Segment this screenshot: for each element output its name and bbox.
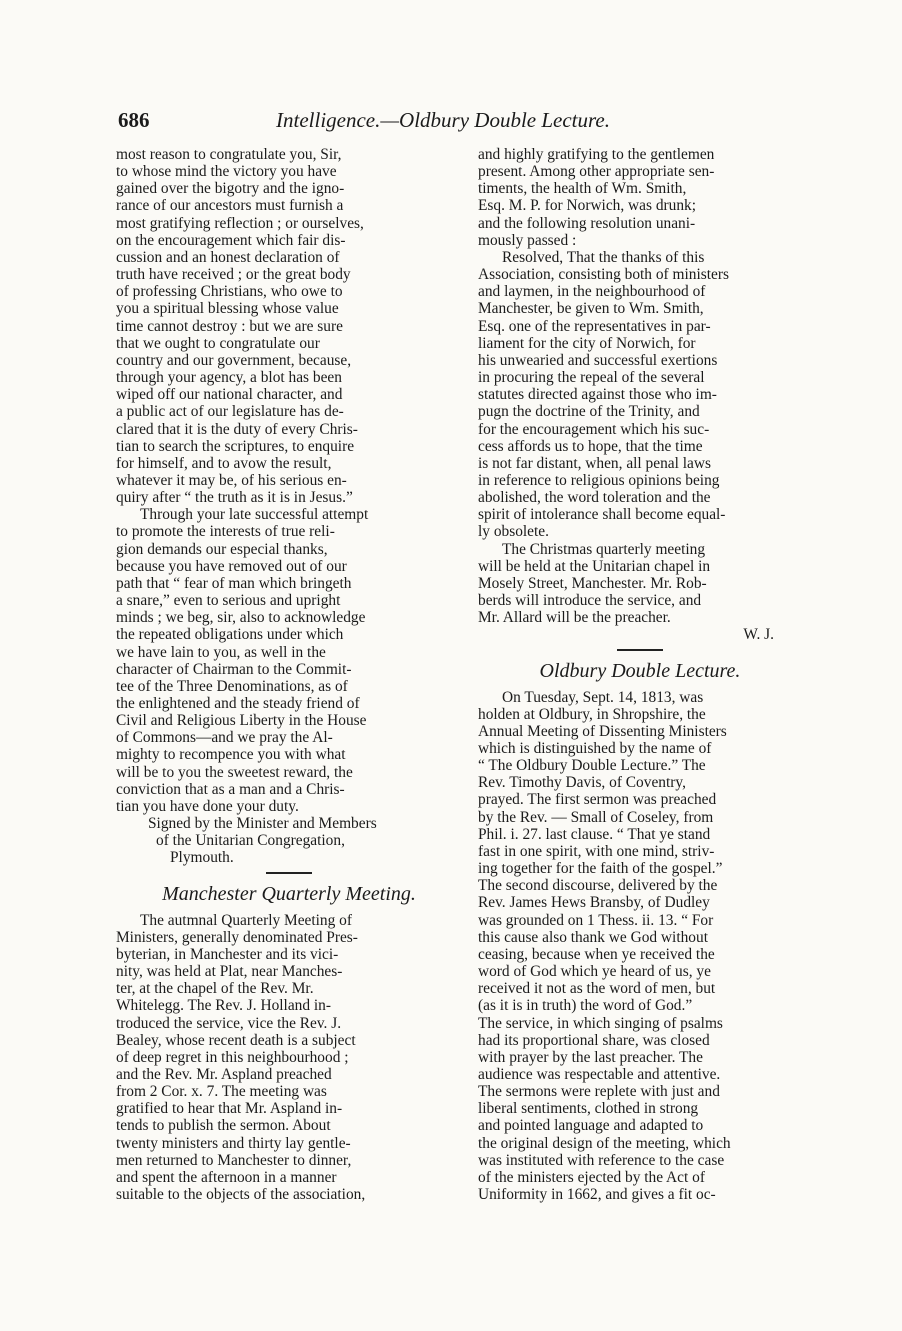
text-line: and pointed language and adapted to	[478, 1117, 704, 1135]
text-line: of deep regret in this neighbourhood ;	[116, 1048, 349, 1066]
text-line: and the following resolution unani-	[478, 214, 696, 232]
text-line: because you have removed out of our	[116, 557, 347, 575]
text-line: cess affords us to hope, that the time	[478, 437, 703, 455]
section-divider	[266, 872, 312, 874]
text-line: tian to search the scriptures, to enquire	[116, 437, 355, 455]
text-line: most gratifying reflection ; or ourselves,	[116, 214, 364, 232]
text-line: from 2 Cor. x. 7. The meeting was	[116, 1083, 327, 1101]
text-line: through your agency, a blot has been	[116, 369, 342, 387]
text-line: conviction that as a man and a Chris-	[116, 780, 345, 798]
text-line: country and our government, because,	[116, 351, 352, 369]
text-line: Ministers, generally denominated Pres-	[116, 928, 358, 946]
text-line: the repeated obligations under which	[116, 626, 344, 644]
text-line: in procuring the repeal of the several	[478, 369, 705, 387]
text-line: had its proportional share, was closed	[478, 1031, 710, 1049]
text-line: which is distinguished by the name of	[478, 740, 712, 757]
text-line: will be held at the Unitarian chapel in	[478, 557, 711, 575]
text-line: gion demands our especial thanks,	[116, 540, 328, 558]
text-line: was grounded on 1 Thess. ii. 13. “ For	[478, 911, 714, 929]
text-line: fast in one spirit, with one mind, striv-	[478, 842, 715, 860]
text-line: gained over the bigotry and the igno-	[116, 180, 345, 198]
text-line: quiry after “ the truth as it is in Jesus.”	[116, 489, 353, 507]
text-line: on the encouragement which fair dis-	[116, 231, 346, 249]
signature-line: Plymouth.	[170, 849, 234, 867]
text-line: Esq. M. P. for Norwich, was drunk;	[478, 197, 697, 215]
left-para-3	[116, 912, 462, 1204]
page-header	[118, 108, 768, 138]
text-line: truth have received ; or the great body	[116, 266, 351, 284]
signature-line: Signed by the Minister and Members	[148, 815, 377, 833]
right-para-1	[478, 146, 802, 249]
text-line: audience was respectable and attentive.	[478, 1065, 721, 1083]
text-line: ceasing, because when ye received the	[478, 945, 715, 963]
text-line: byterian, in Manchester and its vici-	[116, 945, 339, 963]
right-para-4	[478, 689, 802, 1204]
text-line: liament for the city of Norwich, for	[478, 334, 696, 352]
text-line: a snare,” even to serious and upright	[116, 592, 341, 610]
text-line: Phil. i. 27. last clause. “ That ye stand	[478, 825, 711, 843]
text-line: timents, the health of Wm. Smith,	[478, 180, 687, 198]
text-line: wiped off our national character, and	[116, 386, 343, 404]
text-line: The autmnal Quarterly Meeting of	[140, 911, 352, 929]
text-line: will be to you the sweetest reward, the	[116, 763, 353, 781]
text-line: character of Chairman to the Commit-	[116, 660, 352, 678]
left-para-2	[116, 506, 462, 815]
text-line: Whitelegg. The Rev. J. Holland in-	[116, 997, 331, 1015]
text-line: berds will introduce the service, and	[478, 592, 702, 610]
section-title-oldbury: Oldbury Double Lecture.	[539, 659, 741, 682]
text-line: ing together for the faith of the gospel.”	[478, 860, 723, 878]
text-line: the enlightened and the steady friend of	[116, 695, 360, 712]
text-line: rance of our ancestors must furnish a	[116, 197, 344, 215]
text-line: mighty to recompence you with what	[116, 746, 346, 764]
text-line: tends to publish the sermon. About	[116, 1117, 331, 1135]
text-line: by the Rev. — Small of Coseley, from	[478, 808, 714, 826]
text-line: Resolved, That the thanks of this	[502, 248, 705, 266]
text-line: Mosely Street, Manchester. Mr. Rob-	[478, 574, 707, 592]
text-line: we have lain to you, as well in the	[116, 643, 326, 661]
text-line: his unwearied and successful exertions	[478, 351, 718, 369]
text-line: this cause also thank we God without	[478, 928, 708, 946]
text-line: The service, in which singing of psalms	[478, 1014, 723, 1032]
left-column	[116, 146, 462, 1203]
text-line: minds ; we beg, sir, also to acknowledge	[116, 609, 366, 627]
text-line: holden at Oldbury, in Shropshire, the	[478, 705, 706, 723]
text-line: Manchester, be given to Wm. Smith,	[478, 300, 704, 318]
text-line: Bealey, whose recent death is a subject	[116, 1031, 356, 1049]
text-line: most reason to congratulate you, Sir,	[116, 146, 342, 163]
text-line: spirit of intolerance shall become equal-	[478, 506, 726, 524]
text-line: Rev. Timothy Davis, of Coventry,	[478, 774, 686, 792]
text-line: path that “ fear of man which bringeth	[116, 574, 352, 592]
text-line: to whose mind the victory you have	[116, 163, 337, 181]
text-line: of the ministers ejected by the Act of	[478, 1168, 705, 1186]
text-line: The Christmas quarterly meeting	[502, 540, 706, 558]
right-para-2	[478, 249, 802, 541]
left-para-1	[116, 146, 462, 506]
signature-block	[116, 815, 462, 866]
text-line: present. Among other appropriate sen-	[478, 163, 715, 181]
text-line: and highly gratifying to the gentlemen	[478, 146, 715, 163]
text-line: a public act of our legislature has de-	[116, 403, 344, 421]
right-column	[478, 146, 802, 1203]
text-line: Through your late successful attempt	[140, 506, 369, 524]
text-line: pugn the doctrine of the Trinity, and	[478, 403, 700, 421]
text-line: tee of the Three Denominations, as of	[116, 677, 348, 695]
text-line: troduced the service, vice the Rev. J.	[116, 1014, 342, 1032]
text-line: The second discourse, delivered by the	[478, 877, 718, 895]
text-line: gratified to hear that Mr. Aspland in-	[116, 1100, 343, 1118]
text-line: you a spiritual blessing whose value	[116, 300, 339, 318]
text-line: to promote the interests of true reli-	[116, 523, 335, 541]
text-line: Annual Meeting of Dissenting Ministers	[478, 722, 727, 740]
text-line: Esq. one of the representatives in par-	[478, 317, 711, 335]
text-line: men returned to Manchester to dinner,	[116, 1151, 352, 1169]
author-initials: W. J.	[743, 626, 774, 644]
text-line: and laymen, in the neighbourhood of	[478, 283, 706, 301]
text-line: mously passed :	[478, 231, 577, 249]
text-line: twenty ministers and thirty lay gentle-	[116, 1134, 351, 1152]
text-line: was instituted with reference to the case	[478, 1151, 725, 1169]
text-line: Mr. Allard will be the preacher.	[478, 609, 671, 627]
running-title: Intelligence.—Oldbury Double Lecture.	[276, 108, 610, 132]
page-number: 686	[118, 108, 150, 132]
text-line: The sermons were replete with just and	[478, 1083, 720, 1101]
section-divider	[617, 649, 663, 651]
text-line: clared that it is the duty of every Chris-	[116, 420, 358, 438]
text-line: liberal sentiments, clothed in strong	[478, 1100, 699, 1118]
text-line: statutes directed against those who im-	[478, 386, 717, 404]
text-line: ly obsolete.	[478, 523, 549, 541]
text-line: for himself, and to avow the result,	[116, 454, 332, 472]
text-line: On Tuesday, Sept. 14, 1813, was	[502, 688, 704, 706]
text-line: Association, consisting both of ministers	[478, 266, 729, 284]
text-line: suitable to the objects of the association,	[116, 1186, 366, 1204]
text-line: that we ought to congratulate our	[116, 334, 320, 352]
text-line: of Commons—and we pray the Al-	[116, 729, 333, 747]
text-line: nity, was held at Plat, near Manches-	[116, 963, 343, 981]
text-line: (as it is in truth) the word of God.”	[478, 997, 693, 1015]
signature-line: of the Unitarian Congregation,	[156, 832, 345, 850]
right-para-3	[478, 541, 802, 627]
text-line: for the encouragement which his suc-	[478, 420, 710, 438]
text-line: “ The Oldbury Double Lecture.” The	[478, 757, 706, 775]
text-line: of professing Christians, who owe to	[116, 283, 343, 301]
text-line: Uniformity in 1662, and gives a fit oc-	[478, 1186, 716, 1204]
text-line: whatever it may be, of his serious en-	[116, 471, 347, 489]
section-title-manchester: Manchester Quarterly Meeting.	[162, 882, 416, 905]
text-line: is not far distant, when, all penal laws	[478, 454, 711, 472]
text-line: Rev. James Hews Bransby, of Dudley	[478, 894, 710, 912]
text-line: cussion and an honest declaration of	[116, 248, 340, 266]
text-line: and spent the afternoon in a manner	[116, 1168, 337, 1186]
text-line: tian you have done your duty.	[116, 797, 299, 815]
text-line: and the Rev. Mr. Aspland preached	[116, 1065, 332, 1083]
text-line: in reference to religious opinions being	[478, 471, 720, 489]
text-line: received it not as the word of men, but	[478, 980, 716, 998]
text-line: abolished, the word toleration and the	[478, 489, 711, 507]
text-line: with prayer by the last preacher. The	[478, 1048, 703, 1066]
text-line: prayed. The first sermon was preached	[478, 791, 717, 809]
text-line: the original design of the meeting, which	[478, 1134, 731, 1152]
text-line: ter, at the chapel of the Rev. Mr.	[116, 980, 314, 998]
text-line: time cannot destroy : but we are sure	[116, 317, 343, 335]
text-line: word of God which ye heard of us, ye	[478, 963, 711, 981]
text-line: Civil and Religious Liberty in the House	[116, 712, 367, 730]
